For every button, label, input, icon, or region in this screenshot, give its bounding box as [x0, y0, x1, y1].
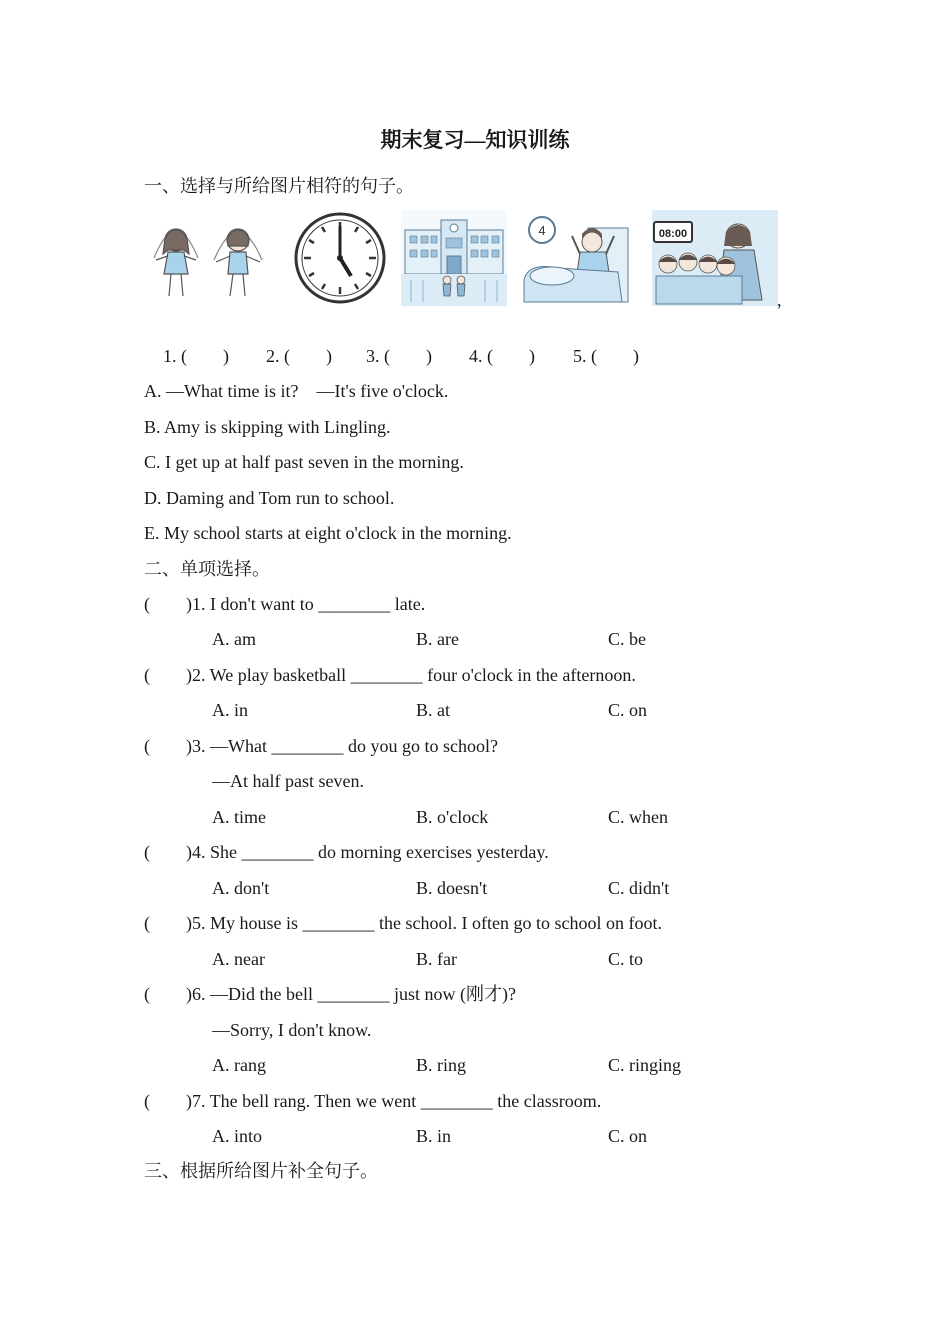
q2-option-b: B. at [416, 700, 450, 720]
classroom-clock-label: 08:00 [658, 228, 688, 240]
question-4-stem: ( )4. She ________ do morning exercises yesterday. [144, 842, 549, 862]
q6-answer: —Sorry, I don't know. [212, 1020, 372, 1040]
sentence-d: D. Daming and Tom run to school. [144, 488, 395, 508]
part1-heading: 一、选择与所给图片相符的句子。 [144, 176, 414, 196]
q7-option-a: A. into [212, 1126, 263, 1146]
q1-option-c: C. be [608, 629, 646, 649]
clock-five-oclock-image [293, 210, 387, 306]
answer-blank-2[interactable]: 2. ( ) [266, 346, 332, 366]
boy-waking-up-image [518, 210, 630, 306]
sentence-e: E. My school starts at eight o'clock in the morning. [144, 523, 512, 543]
q6-option-a: A. rang [212, 1055, 266, 1075]
q6-option-b: B. ring [416, 1055, 467, 1075]
question-7-stem: ( )7. The bell rang. Then we went ________ the classroom. [144, 1091, 602, 1111]
answer-blank-4[interactable]: 4. ( ) [469, 346, 535, 366]
q1-option-b: B. are [416, 629, 459, 649]
q5-option-c: C. to [608, 949, 644, 969]
sentence-c: C. I get up at half past seven in the morning. [144, 452, 464, 472]
q2-option-c: C. on [608, 700, 648, 720]
question-3-stem: ( )3. —What ________ do you go to school? [144, 736, 498, 756]
question-1-stem: ( )1. I don't want to ________ late. [144, 594, 426, 614]
girls-skipping-rope-image [144, 210, 268, 306]
q3-option-b: B. o'clock [416, 807, 489, 827]
q5-option-a: A. near [212, 949, 265, 969]
q6-option-c: C. ringing [608, 1055, 682, 1075]
q4-option-c: C. didn't [608, 878, 670, 898]
q3-option-a: A. time [212, 807, 266, 827]
answer-blank-5[interactable]: 5. ( ) [573, 346, 639, 366]
answer-blank-3[interactable]: 3. ( ) [366, 346, 432, 366]
answer-blank-1[interactable]: 1. ( ) [163, 346, 229, 366]
q5-option-b: B. far [416, 949, 457, 969]
wake-clock-label: 4 [538, 223, 546, 238]
question-6-stem: ( )6. —Did the bell ________ just now (刚才)? [144, 984, 516, 1004]
part2-heading: 二、单项选择。 [144, 559, 270, 579]
q2-option-a: A. in [212, 700, 248, 720]
question-5-stem: ( )5. My house is ________ the school. I often go to school on foot. [144, 913, 662, 933]
classroom-eight-oclock-image [652, 210, 778, 306]
q3-option-c: C. when [608, 807, 668, 827]
q7-option-c: C. on [608, 1126, 648, 1146]
q4-option-b: B. doesn't [416, 878, 488, 898]
sentence-b: B. Amy is skipping with Lingling. [144, 417, 391, 437]
question-2-stem: ( )2. We play basketball ________ four o'clock in the afternoon. [144, 665, 636, 685]
page-title: 期末复习—知识训练 [380, 128, 570, 152]
part3-heading: 三、根据所给图片补全句子。 [144, 1161, 378, 1181]
q4-option-a: A. don't [212, 878, 270, 898]
q7-option-b: B. in [416, 1126, 452, 1146]
sentence-a: A. —What time is it? —It's five o'clock. [144, 381, 449, 401]
q3-answer: —At half past seven. [212, 771, 364, 791]
images-trailing-comma: , [777, 290, 782, 310]
q1-option-a: A. am [212, 629, 256, 649]
school-building-image [401, 210, 507, 306]
